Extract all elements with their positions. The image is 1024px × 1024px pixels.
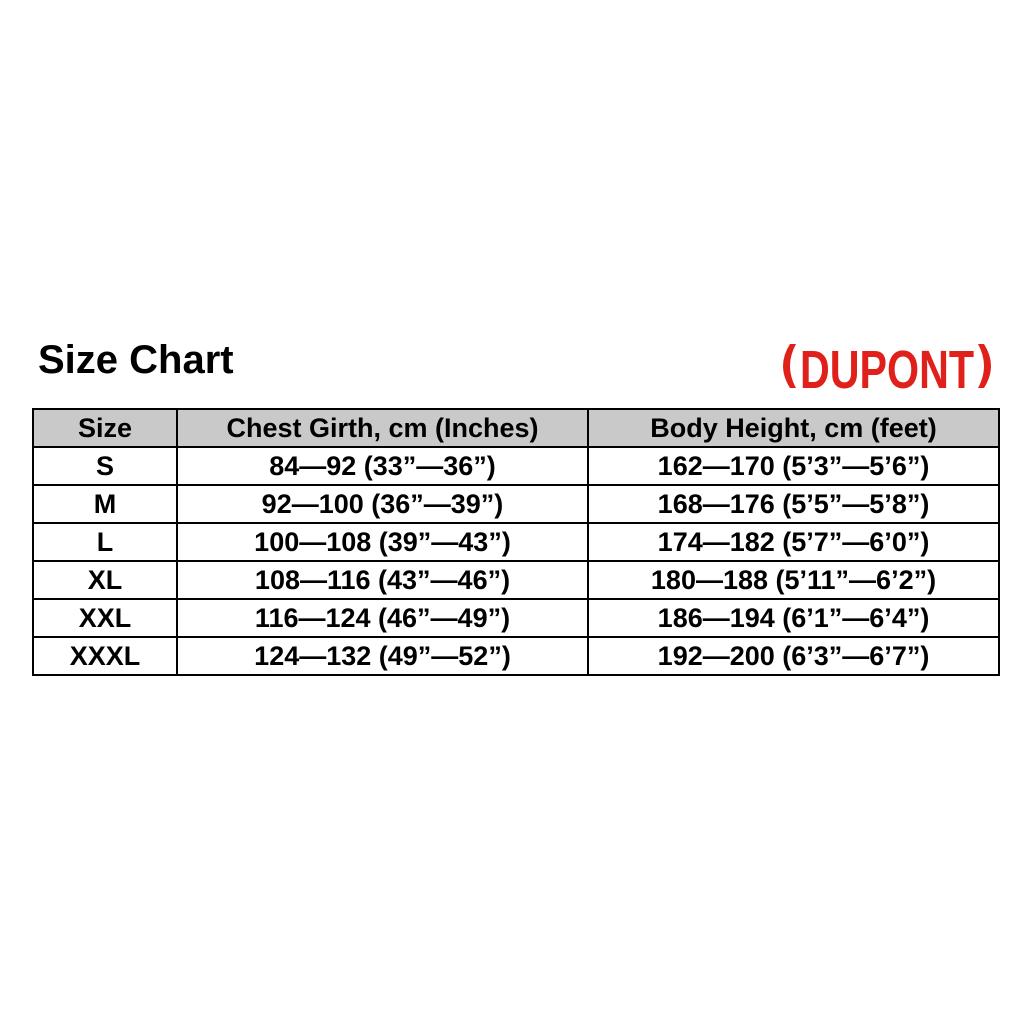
cell-body-height: 192—200 (6’3”—6’7”) (588, 637, 999, 675)
header-body-height: Body Height, cm (feet) (588, 409, 999, 447)
cell-body-height: 168—176 (5’5”—5’8”) (588, 485, 999, 523)
cell-size: XXXL (33, 637, 177, 675)
cell-body-height: 162—170 (5’3”—5’6”) (588, 447, 999, 485)
table-row (33, 561, 999, 599)
table-row (33, 599, 999, 637)
cell-size: XXL (33, 599, 177, 637)
cell-size: S (33, 447, 177, 485)
cell-size: M (33, 485, 177, 523)
header-size: Size (33, 409, 177, 447)
cell-chest-girth: 124—132 (49”—52”) (177, 637, 588, 675)
logo-right-bracket-icon (978, 344, 991, 388)
table-row (33, 447, 999, 485)
cell-chest-girth: 84—92 (33”—36”) (177, 447, 588, 485)
logo-left-bracket-icon (783, 344, 796, 388)
cell-size: XL (33, 561, 177, 599)
cell-size: L (33, 523, 177, 561)
table-row (33, 523, 999, 561)
table-row (33, 485, 999, 523)
cell-chest-girth: 108—116 (43”—46”) (177, 561, 588, 599)
cell-body-height: 174—182 (5’7”—6’0”) (588, 523, 999, 561)
cell-body-height: 186—194 (6’1”—6’4”) (588, 599, 999, 637)
page-title: Size Chart (38, 338, 234, 382)
cell-chest-girth: 92—100 (36”—39”) (177, 485, 588, 523)
size-chart-table (32, 408, 1000, 676)
logo-wordmark: DUPONT (800, 340, 975, 400)
header-chest-girth: Chest Girth, cm (Inches) (177, 409, 588, 447)
cell-chest-girth: 100—108 (39”—43”) (177, 523, 588, 561)
dupont-logo (776, 336, 998, 400)
cell-body-height: 180—188 (5’11”—6’2”) (588, 561, 999, 599)
table-row (33, 637, 999, 675)
table-header-row (33, 409, 999, 447)
cell-chest-girth: 116—124 (46”—49”) (177, 599, 588, 637)
